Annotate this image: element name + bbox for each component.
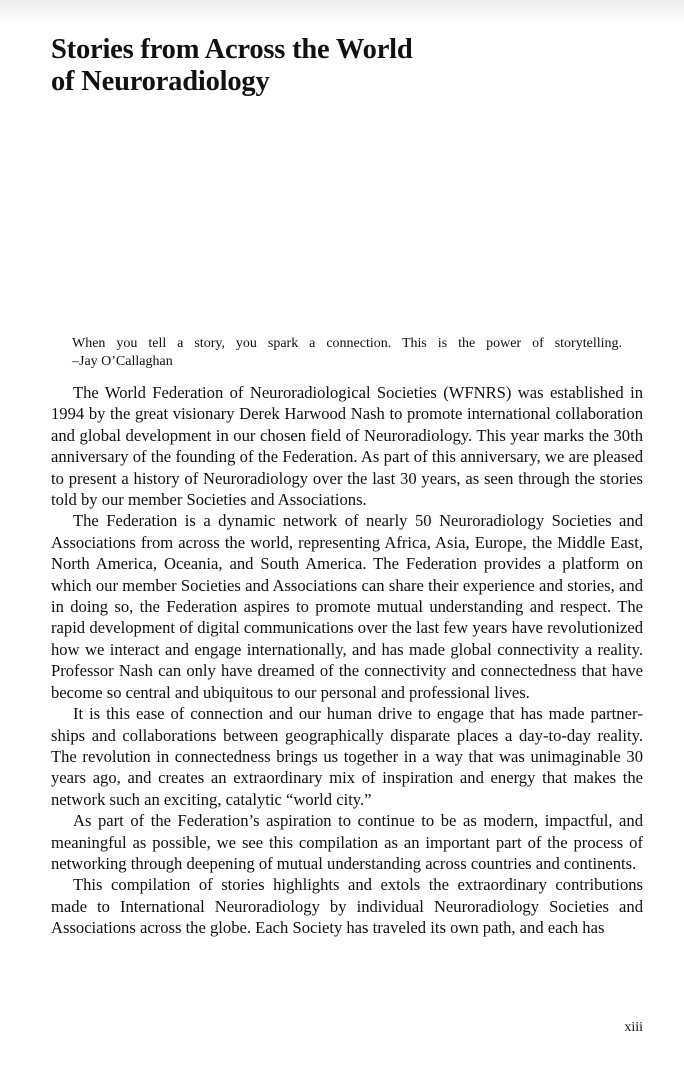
chapter-title-line-1: Stories from Across the World — [51, 34, 413, 65]
page-number: xiii — [624, 1020, 643, 1035]
top-page-shadow — [0, 0, 684, 24]
paragraph-5: This compilation of stories highlights and extols the extraordinary contributions made to International Neuroradiology by individual Neuroradiology Societies and Associations across the globe. Each Society has traveled its own path, and each has — [51, 875, 643, 938]
epigraph-attribution: –Jay O’Callaghan — [72, 354, 173, 369]
epigraph — [72, 335, 622, 371]
epigraph-quote: When you tell a story, you spark a connection. This is the power of storytelling. — [72, 336, 622, 351]
paragraph-1: The World Federation of Neuroradiological Societies (WFNRS) was established in 1994 by the great visionary Derek Harwood Nash to promote international collaboration and global development in our chosen field of Neuroradiology. This year marks the 30th anniversary of the founding of the Federation. As part of this anniversary, we are pleased to present a history of Neuroradiology over the last 30 years, as seen through the stories told by our member Societies and Associations. — [51, 383, 643, 510]
body-text — [51, 382, 643, 939]
paragraph-2: The Federation is a dynamic network of nearly 50 Neuroradiology Societies and Associations from across the world, representing Africa, Asia, Europe, the Middle East, North America, Oceania, and South America. The Federation provides a platform on which our member Societies and Associations can share their experience and stories, and in doing so, the Federation aspires to promote mutual understanding and respect. The rapid development of digital communications over the last few years have revolutionized how we interact and engage internationally, and has made global connectivity a reality. Professor Nash can only have dreamed of the connectivity and connectedness that have become so central and ubiquitous to our personal and professional lives. — [51, 511, 643, 702]
chapter-title — [51, 34, 641, 98]
chapter-title-line-2: of Neuroradiology — [51, 66, 270, 97]
paragraph-3: It is this ease of connection and our human drive to engage that has made partnerships and collaborations between geographically disparate places a day-to-day reality. The revolution in connectedness brings us together in a way that was unimaginable 30 years ago, and creates an extraordinary mix of inspiration and energy that makes the network such an exciting, catalytic “world city.” — [51, 704, 643, 809]
paragraph-4: As part of the Federation’s aspiration to continue to be as modern, impactful, and meaningful as possible, we see this compilation as an important part of the process of networking through deepening of mutual understanding across countries and continents. — [51, 811, 643, 873]
